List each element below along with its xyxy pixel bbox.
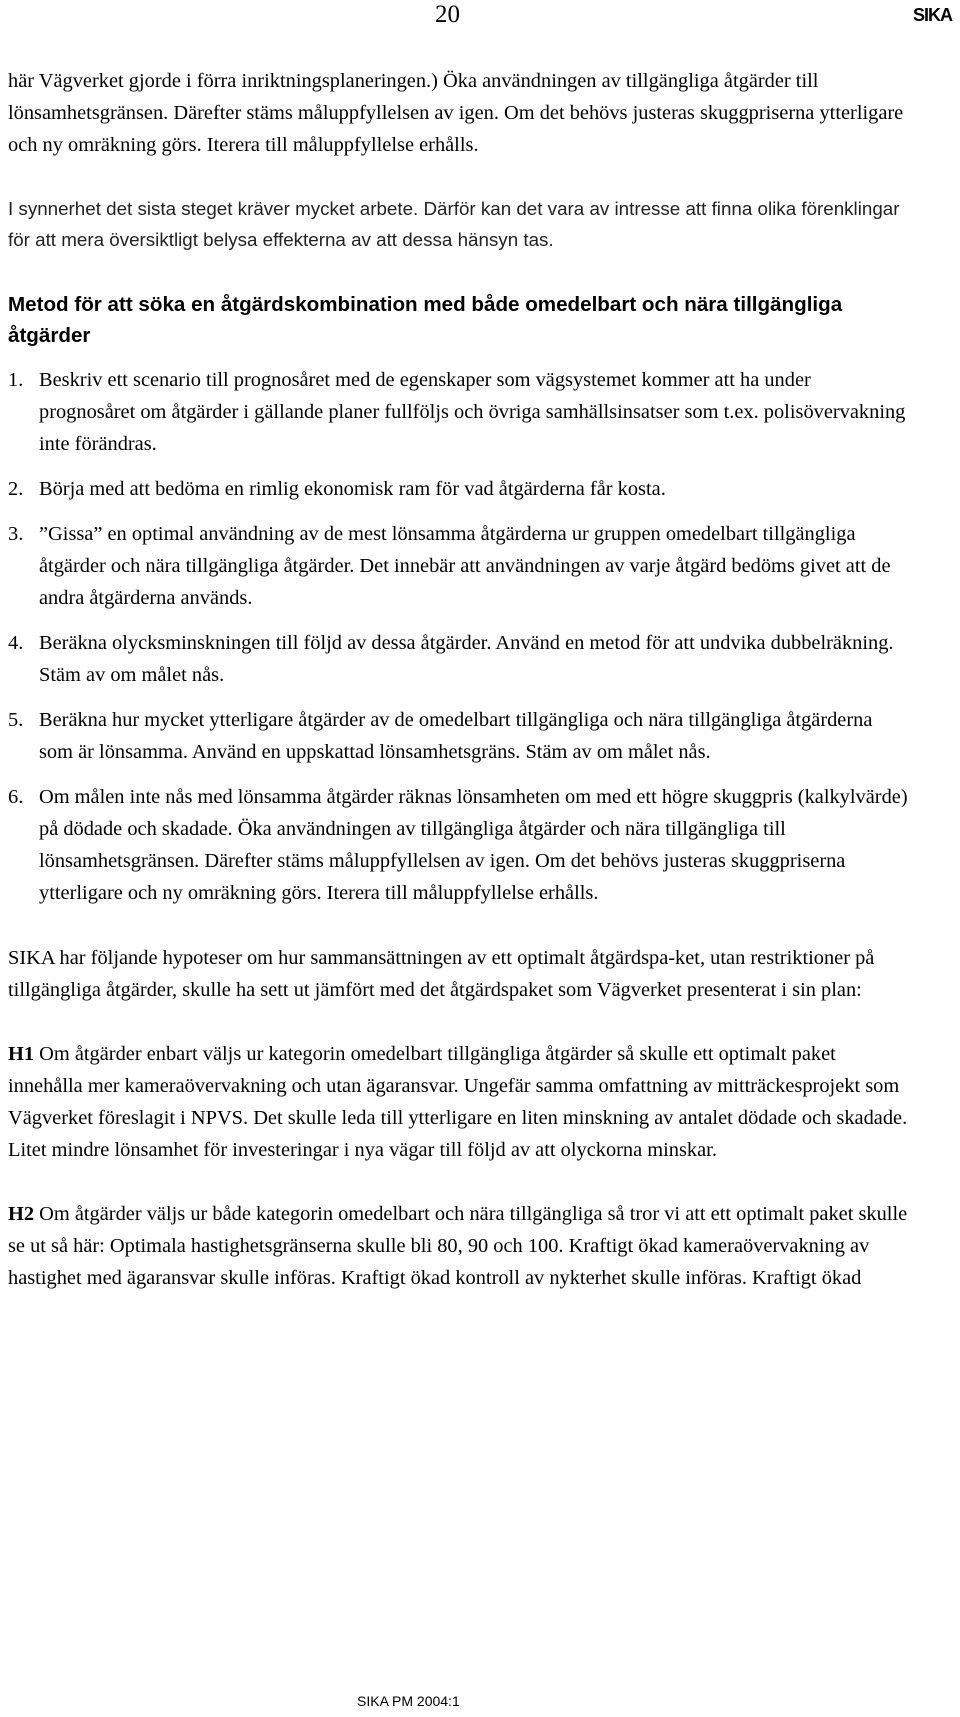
hypothesis-1 <box>8 1038 910 1166</box>
brand-logo-text: SIKA <box>912 5 952 25</box>
hypotheses-intro: SIKA har följande hypoteser om hur sammansättningen av ett optimalt åtgärdspa-ket, utan restriktioner på tillgängliga åtgärder, skulle ha sett ut jämfört med det åtgärdspaket som Vägverket presenterat i sin plan: <box>8 947 875 1001</box>
step-number: 6. <box>8 786 24 808</box>
method-steps-list <box>8 364 910 909</box>
step-number: 1. <box>8 369 24 391</box>
list-item <box>8 518 910 614</box>
hypothesis-1-label: H1 <box>8 1043 35 1065</box>
step-text: Beräkna olycksminskningen till följd av dessa åtgärder. Använd en metod för att undvika dubbelräkning. Stäm av om målet nås. <box>39 632 894 686</box>
step-text: Beräkna hur mycket ytterligare åtgärder av de omedelbart tillgängliga och nära tillgängliga åtgärderna som är lönsamma. Använd en uppskattad lönsamhetsgräns. Stäm av om målet nås. <box>39 709 873 763</box>
step-text: Om målen inte nås med lönsamma åtgärder räknas lönsamheten om med ett högre skuggpris (kalkylvärde) på dödade och skadade. Öka användningen av tillgängliga åtgärder och nära tillgängliga till lönsamhetsgränsen. Därefter stäms måluppfyllelsen av igen. Om det behövs justeras skuggpriserna ytterligare och ny omräkning görs. Iterera till måluppfyllelse erhålls. <box>39 786 908 904</box>
hypothesis-2-text: Om åtgärder väljs ur både kategorin omedelbart och nära tillgängliga så tror vi att ett optimalt paket skulle se ut så här: Optimala hastighetsgränserna skulle bli 80, 90 och 100. Kraftigt ökad kameraövervakning av hastighet med ägaransvar skulle införas. Kraftigt ökad kontroll av nykterhet skulle införas. Kraftigt ökad <box>8 1203 908 1289</box>
list-item <box>8 704 910 768</box>
step-text: ”Gissa” en optimal användning av de mest lönsamma åtgärderna ur gruppen omedelbart tillgängliga åtgärder och nära tillgängliga åtgärder. Det innebär att användningen av varje åtgärd bedöms givet att de andra åtgärderna används. <box>39 523 891 609</box>
step-number: 2. <box>8 478 24 500</box>
list-item <box>8 364 910 460</box>
intro-paragraph-1: här Vägverket gjorde i förra inriktningsplaneringen.) Öka användningen av tillgängliga åtgärder till lönsamhetsgränsen. Därefter stäms måluppfyllelsen av igen. Om det behövs justeras skuggpriserna ytterligare och ny omräkning görs. Iterera till måluppfyllelse erhålls. <box>8 70 904 156</box>
hypothesis-1-text: Om åtgärder enbart väljs ur kategorin omedelbart tillgängliga åtgärder så skulle ett optimalt paket innehålla mer kameraövervakning och utan ägaransvar. Ungefär samma omfattning av mitträckesprojekt som Vägverket föreslagit i NPVS. Det skulle leda till ytterligare en liten minskning av antalet dödade och skadade. Litet mindre lönsamhet för investeringar i nya vägar till följd av att olyckorna minskar. <box>8 1043 908 1161</box>
list-item <box>8 473 910 505</box>
hypothesis-2-label: H2 <box>8 1203 35 1225</box>
step-text: Börja med att bedöma en rimlig ekonomisk ram för vad åtgärderna får kosta. <box>39 478 666 500</box>
step-number: 3. <box>8 523 24 545</box>
step-number: 4. <box>8 632 24 654</box>
section-heading: Metod för att söka en åtgärdskombination med både omedelbart och nära tillgängliga åtgärder <box>8 293 843 347</box>
list-item <box>8 781 910 909</box>
page-number: 20 <box>435 1 460 28</box>
intro-paragraph-2: I synnerhet det sista steget kräver mycket arbete. Därför kan det vara av intresse att finna olika förenklingar för att mera översiktligt belysa effekterna av att dessa hänsyn tas. <box>8 198 900 250</box>
document-body <box>8 65 910 1294</box>
hypothesis-2 <box>8 1198 910 1294</box>
step-number: 5. <box>8 709 24 731</box>
list-item <box>8 627 910 691</box>
step-text: Beskriv ett scenario till prognosåret med de egenskaper som vägsystemet kommer att ha under prognosåret om åtgärder i gällande planer fullföljs och övriga samhällsinsatser som t.ex. polisövervakning inte förändras. <box>39 369 906 455</box>
page-footer: SIKA PM 2004:1 <box>357 1693 460 1709</box>
